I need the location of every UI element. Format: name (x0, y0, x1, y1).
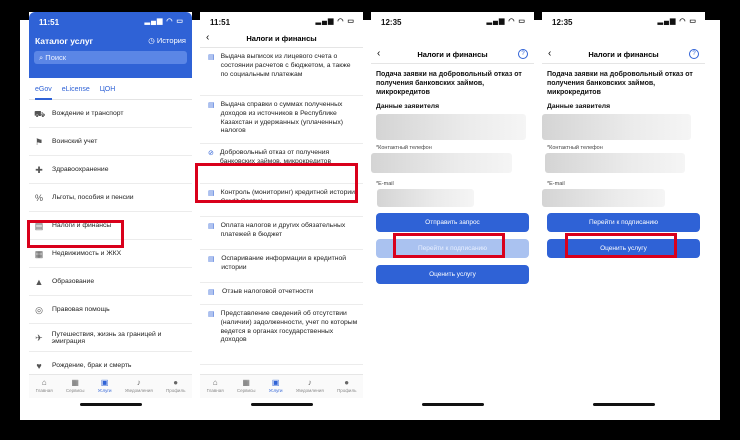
service-item-loan-refusal[interactable] (200, 144, 363, 184)
tab-elicense[interactable]: eLicense (61, 86, 90, 93)
status-time: 11:51 (210, 18, 231, 27)
bell-icon: ♪ (136, 378, 141, 387)
military-icon: ⚑ (34, 136, 44, 147)
back-arrow-icon[interactable]: ‹ (377, 48, 381, 59)
services-icon: ▣ (271, 378, 280, 387)
rate-service-button[interactable]: Оценить услугу (547, 239, 700, 258)
medical-cross-icon: ✚ (35, 164, 43, 175)
home-icon: ⌂ (41, 378, 47, 387)
category-item-legal[interactable] (29, 296, 192, 324)
nav-label: Услуги (97, 388, 112, 393)
applicant-data-blurred (542, 114, 691, 140)
nav-label: Профиль (165, 388, 186, 393)
nav-profile[interactable] (166, 375, 185, 398)
email-field[interactable] (377, 189, 474, 207)
status-icons: ▂▄▆ ◠ ▭ (315, 18, 355, 25)
service-item[interactable] (200, 217, 363, 250)
handshake-icon: ◎ (35, 304, 43, 315)
category-item-taxes[interactable] (29, 212, 192, 240)
category-list (29, 100, 192, 380)
nav-label: Сервисы (65, 388, 85, 393)
send-request-button[interactable]: Отправить запрос (376, 213, 529, 232)
service-item[interactable] (200, 305, 363, 365)
service-label: Выдача справки о суммах полученных доходов из источников в Республике Казахстан и удержанных (уплаченных) налогов (220, 101, 344, 135)
history-button[interactable] (148, 36, 186, 46)
percent-icon: % (34, 192, 43, 203)
document-icon: ▤ (208, 289, 215, 296)
status-time: 12:35 (381, 18, 402, 27)
category-label: Льготы, пособия и пенсии (52, 194, 134, 201)
go-to-signing-button: Перейти к подписанию (376, 239, 529, 258)
grid-icon: ▦ (71, 378, 79, 387)
phone-form-sign (542, 12, 705, 410)
service-label: Выдача выписок из лицевого счета о состоянии расчетов с бюджетом, а также по социальным платежам (220, 53, 351, 78)
status-bar (29, 12, 192, 30)
services-icon: ▣ (100, 378, 109, 387)
grid-icon: ▦ (242, 378, 250, 387)
page-title: Налоги и финансы (588, 50, 659, 59)
catalog-tabs (29, 78, 192, 100)
nav-notifications[interactable] (296, 375, 324, 398)
page-title: Налоги и финансы (417, 50, 488, 59)
phone-field[interactable] (545, 153, 685, 173)
nav-label: Уведомления (295, 388, 324, 393)
category-label: Правовая помощь (52, 306, 110, 313)
nav-label: Главная (35, 388, 53, 393)
page-title: Налоги и финансы (246, 34, 317, 43)
tab-con[interactable]: ЦОН (99, 86, 116, 93)
category-item-military[interactable] (29, 128, 192, 156)
nav-notifications[interactable] (125, 375, 153, 398)
family-icon: ♥ (36, 360, 42, 371)
screen-header (371, 46, 534, 64)
home-indicator (593, 403, 655, 406)
phone-label: *Контактный телефон (547, 145, 603, 152)
airplane-icon: ✈ (35, 332, 43, 343)
service-item[interactable] (200, 283, 363, 305)
status-time: 11:51 (39, 18, 60, 27)
help-icon[interactable]: ? (689, 49, 699, 59)
user-icon: ● (173, 378, 179, 387)
service-label: Представление сведений об отсутствии (наличии) задолженности, учет по которым ведется в органах государственных доходов (220, 310, 358, 344)
email-label: *E-mail (376, 181, 394, 188)
document-icon: ▤ (208, 256, 215, 263)
category-item-education[interactable] (29, 268, 192, 296)
search-placeholder: Поиск (45, 53, 67, 62)
status-bar (200, 12, 363, 30)
home-indicator (80, 403, 142, 406)
nav-profile[interactable] (337, 375, 356, 398)
category-label: Вождение и транспорт (52, 110, 124, 117)
services-list (200, 48, 363, 365)
service-item[interactable] (200, 48, 363, 96)
go-to-signing-button[interactable]: Перейти к подписанию (547, 213, 700, 232)
category-label: Образование (52, 278, 95, 285)
nav-uslugi[interactable] (269, 375, 283, 398)
home-indicator (251, 403, 313, 406)
status-bar (371, 12, 534, 30)
catalog-header (29, 12, 192, 78)
status-bar (542, 12, 705, 30)
home-indicator (422, 403, 484, 406)
applicant-heading: Данные заявителя (376, 103, 440, 111)
nav-label: Сервисы (236, 388, 256, 393)
rate-service-button[interactable]: Оценить услугу (376, 265, 529, 284)
category-label: Рождение, брак и смерть (52, 362, 132, 369)
nav-label: Главная (206, 388, 224, 393)
phone-catalog (29, 12, 192, 410)
nav-label: Профиль (336, 388, 357, 393)
screen-header (542, 46, 705, 64)
document-icon: ▤ (208, 223, 215, 230)
bottom-nav (29, 374, 192, 398)
category-label: Недвижимость и ЖКХ (52, 250, 122, 257)
nav-home[interactable] (36, 375, 53, 398)
search-input[interactable] (34, 51, 187, 64)
form-title: Подача заявки на добровольный отказ от получения банковских займов, микрокредитов (547, 71, 693, 97)
back-arrow-icon[interactable]: ‹ (548, 48, 552, 59)
document-icon: ▤ (208, 190, 215, 197)
email-label: *E-mail (547, 181, 565, 188)
building-icon: ▦ (34, 248, 44, 259)
applicant-data-blurred (376, 114, 526, 140)
category-label: Путешествия, жизнь за границей и эмиграция (51, 330, 162, 345)
status-icons: ▂▄▆ ◠ ▭ (657, 18, 697, 25)
graduation-cap-icon: ▲ (34, 276, 44, 287)
nav-home[interactable] (207, 375, 224, 398)
back-arrow-icon[interactable]: ‹ (206, 32, 210, 43)
phone-label: *Контактный телефон (376, 145, 432, 152)
nav-label: Услуги (268, 388, 283, 393)
tab-egov[interactable]: eGov (35, 86, 52, 100)
search-icon: ⌕ (39, 53, 46, 62)
category-item-travel[interactable] (29, 324, 192, 352)
service-label: Добровольный отказ от получения банковских займов, микрокредитов (219, 149, 332, 165)
service-label: Оплата налогов и других обязательных платежей в бюджет (220, 222, 346, 238)
clock-icon: ◷ (148, 36, 157, 45)
tax-document-icon: ▤ (34, 220, 44, 231)
block-icon: ⊘ (208, 150, 214, 157)
phone-form-send (371, 12, 534, 410)
service-item[interactable] (200, 250, 363, 283)
status-time: 12:35 (552, 18, 573, 27)
category-item-benefits[interactable] (29, 184, 192, 212)
form-title: Подача заявки на добровольный отказ от получения банковских займов, микрокредитов (376, 71, 522, 97)
category-label: Здравоохранение (52, 166, 109, 173)
screen-header (200, 30, 363, 48)
bottom-nav (200, 374, 363, 398)
history-label: История (156, 36, 186, 45)
phone-field[interactable] (371, 153, 512, 173)
email-field[interactable] (542, 189, 665, 207)
nav-label: Уведомления (124, 388, 153, 393)
document-icon: ▤ (208, 102, 215, 109)
status-icons: ▂▄▆ ◠ ▭ (486, 18, 526, 25)
category-label: Налоги и финансы (52, 222, 112, 229)
document-icon: ▤ (208, 54, 215, 61)
page-title: Каталог услуг (35, 36, 94, 46)
nav-services[interactable] (237, 375, 256, 398)
applicant-heading: Данные заявителя (547, 103, 611, 111)
bell-icon: ♪ (307, 378, 312, 387)
car-icon: ⛟ (34, 108, 46, 119)
document-icon: ▤ (208, 311, 215, 318)
category-item-health[interactable] (29, 156, 192, 184)
service-item[interactable] (200, 96, 363, 144)
category-label: Воинский учет (52, 138, 98, 145)
service-label: Оспаривание информации в кредитной истории (221, 255, 347, 271)
user-icon: ● (344, 378, 350, 387)
service-label: Отзыв налоговой отчетности (222, 288, 314, 295)
phone-services-list (200, 12, 363, 410)
category-item-transport[interactable] (29, 100, 192, 128)
nav-services[interactable] (66, 375, 85, 398)
nav-uslugi[interactable] (98, 375, 112, 398)
service-label: Контроль (мониторинг) кредитной истории Credit Control (220, 189, 355, 205)
status-icons: ▂▄▆ ◠ ▭ (144, 18, 184, 25)
category-item-realty[interactable] (29, 240, 192, 268)
help-icon[interactable]: ? (518, 49, 528, 59)
service-item[interactable] (200, 184, 363, 217)
home-icon: ⌂ (212, 378, 218, 387)
